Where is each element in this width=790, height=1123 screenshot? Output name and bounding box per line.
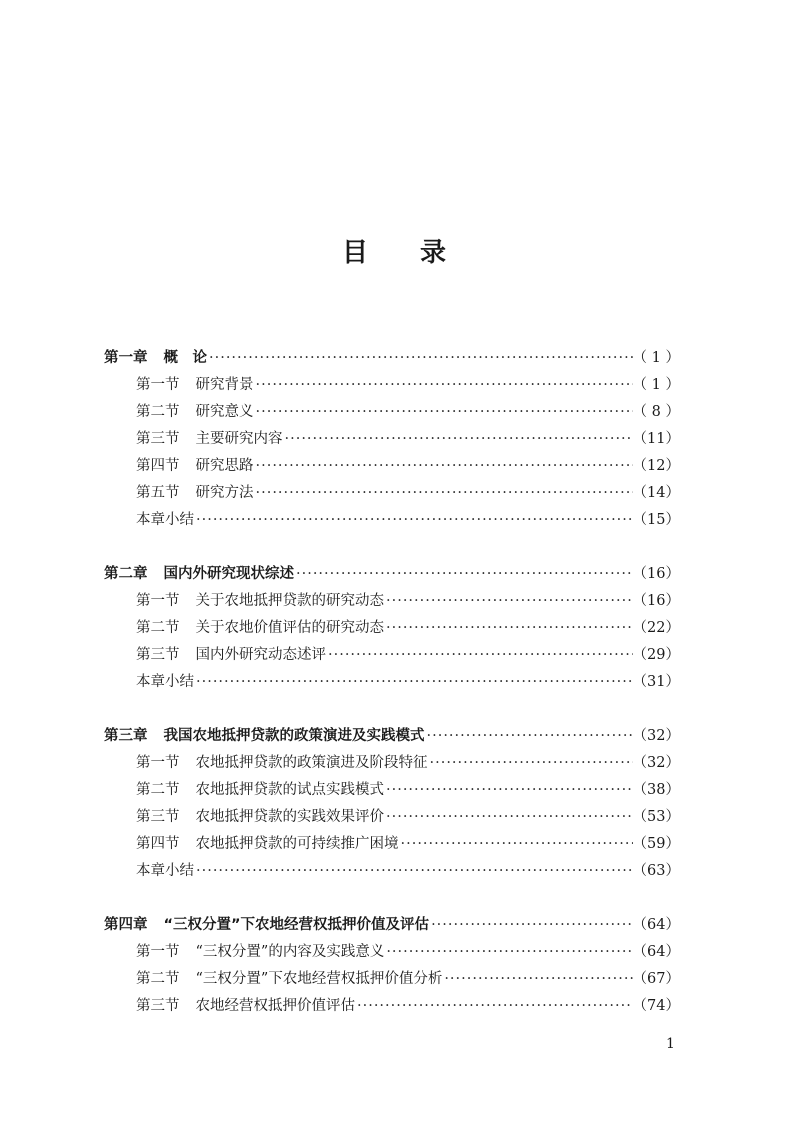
section-title: 农地抵押贷款的政策演进及阶段特征 [195, 755, 428, 771]
toc-entry-label [136, 453, 254, 480]
section-title: 农地抵押贷款的试点实践模式 [195, 782, 384, 798]
toc-section-entry[interactable] [104, 588, 680, 615]
toc-entry-label [136, 966, 442, 993]
toc-entry-label [136, 615, 384, 642]
page-reference: （74） [632, 998, 680, 1014]
table-of-contents [104, 345, 680, 1020]
chapter-title: 概 论 [163, 350, 207, 366]
chapter-title: 我国农地抵押贷款的政策演进及实践模式 [163, 728, 425, 744]
page-reference: （64） [632, 944, 680, 960]
toc-section-entry[interactable] [104, 669, 680, 696]
dot-leader [428, 750, 633, 777]
chapter-number: 第四章 [104, 917, 148, 933]
toc-entry-label [136, 588, 384, 615]
toc-entry-label [136, 804, 384, 831]
chapter-number: 第一章 [104, 350, 148, 366]
toc-entry-label [136, 399, 254, 426]
section-number: 第一节 [136, 593, 180, 609]
section-number: 第三节 [136, 431, 180, 447]
section-number: 第一节 [136, 944, 180, 960]
dot-leader [207, 345, 633, 372]
toc-entry-label [136, 750, 428, 777]
page-reference: （ 8 ） [632, 404, 680, 420]
section-number: 第一节 [136, 377, 180, 393]
chapter-title: “三权分置”下农地经营权抵押价值及评估 [163, 917, 430, 933]
toc-section-entry[interactable] [104, 507, 680, 534]
toc-entry-label [104, 912, 429, 939]
title-char-right: 录 [420, 238, 449, 268]
dot-leader [194, 507, 633, 534]
page-number: 1 [666, 1036, 675, 1052]
toc-entry-label [136, 507, 194, 534]
section-title: 本章小结 [136, 512, 194, 528]
toc-entry-label [136, 372, 254, 399]
toc-entry-label [136, 642, 326, 669]
chapter-number: 第二章 [104, 566, 148, 582]
dot-leader [254, 399, 633, 426]
dot-leader [194, 858, 633, 885]
section-title: 国内外研究动态述评 [195, 647, 326, 663]
toc-section-entry[interactable] [104, 399, 680, 426]
toc-section-entry[interactable] [104, 939, 680, 966]
section-title: 关于农地抵押贷款的研究动态 [195, 593, 384, 609]
section-title: “三权分置”下农地经营权抵押价值分析 [195, 971, 443, 987]
page-reference: （ 1 ） [632, 350, 680, 366]
page-reference: （22） [632, 620, 680, 636]
page-reference: （59） [632, 836, 680, 852]
dot-leader [194, 669, 633, 696]
page-reference: （14） [632, 485, 680, 501]
dot-leader [425, 723, 633, 750]
dot-leader [442, 966, 632, 993]
page-reference: （53） [632, 809, 680, 825]
dot-leader [429, 912, 632, 939]
toc-section-entry[interactable] [104, 993, 680, 1020]
section-number: 第二节 [136, 404, 180, 420]
toc-section-entry[interactable] [104, 804, 680, 831]
dot-leader [399, 831, 633, 858]
toc-entry-label [136, 777, 384, 804]
toc-section-entry[interactable] [104, 372, 680, 399]
toc-entry-label [104, 561, 294, 588]
page-reference: （32） [632, 728, 680, 744]
dot-leader [326, 642, 633, 669]
section-number: 第三节 [136, 809, 180, 825]
chapter-title: 国内外研究现状综述 [163, 566, 294, 582]
section-number: 第一节 [136, 755, 180, 771]
toc-entry-label [136, 426, 283, 453]
toc-entry-label [104, 345, 207, 372]
section-title: 农地抵押贷款的实践效果评价 [195, 809, 384, 825]
toc-section-entry[interactable] [104, 966, 680, 993]
dot-leader [384, 615, 633, 642]
toc-entry-label [136, 993, 355, 1020]
section-number: 第二节 [136, 782, 180, 798]
toc-section-entry[interactable] [104, 480, 680, 507]
page-reference: （29） [632, 647, 680, 663]
section-number: 第四节 [136, 836, 180, 852]
toc-section-entry[interactable] [104, 642, 680, 669]
page-reference: （ 1 ） [632, 377, 680, 393]
toc-entry-label [104, 723, 425, 750]
section-title: 农地抵押贷款的可持续推广困境 [195, 836, 399, 852]
toc-section-entry[interactable] [104, 858, 680, 885]
page-reference: （16） [632, 593, 680, 609]
toc-section-entry[interactable] [104, 615, 680, 642]
dot-leader [384, 804, 633, 831]
toc-section-entry[interactable] [104, 453, 680, 480]
dot-leader [384, 777, 633, 804]
section-title: 本章小结 [136, 863, 194, 879]
dot-leader [254, 453, 633, 480]
toc-chapter-entry[interactable] [104, 723, 680, 750]
section-title: 农地经营权抵押价值评估 [195, 998, 355, 1014]
section-title: 研究方法 [195, 485, 254, 501]
toc-chapter-entry[interactable] [104, 561, 680, 588]
dot-leader [384, 588, 633, 615]
dot-leader [384, 939, 632, 966]
toc-section-entry[interactable] [104, 750, 680, 777]
dot-leader [355, 993, 633, 1020]
section-number: 第四节 [136, 458, 180, 474]
toc-entry-label [136, 858, 194, 885]
page-reference: （11） [632, 431, 680, 447]
page-reference: （38） [632, 782, 680, 798]
section-number: 第三节 [136, 647, 180, 663]
section-title: 研究意义 [195, 404, 254, 420]
dot-leader [254, 480, 633, 507]
section-title: 关于农地价值评估的研究动态 [195, 620, 384, 636]
toc-section-entry[interactable] [104, 777, 680, 804]
chapter-number: 第三章 [104, 728, 148, 744]
section-title: 主要研究内容 [195, 431, 283, 447]
page-reference: （63） [632, 863, 680, 879]
section-number: 第二节 [136, 620, 180, 636]
section-number: 第三节 [136, 998, 180, 1014]
toc-entry-label [136, 669, 194, 696]
page-title [0, 232, 790, 269]
toc-chapter-entry[interactable] [104, 912, 680, 939]
page-reference: （12） [632, 458, 680, 474]
toc-section-entry[interactable] [104, 831, 680, 858]
toc-entry-label [136, 939, 384, 966]
section-title: “三权分置”的内容及实践意义 [195, 944, 385, 960]
page-reference: （67） [632, 971, 680, 987]
dot-leader [254, 372, 633, 399]
page-reference: （15） [632, 512, 680, 528]
page-reference: （32） [632, 755, 680, 771]
page-reference: （31） [632, 674, 680, 690]
section-number: 第二节 [136, 971, 180, 987]
page-reference: （16） [632, 566, 680, 582]
section-title: 本章小结 [136, 674, 194, 690]
dot-leader [283, 426, 633, 453]
toc-entry-label [136, 480, 254, 507]
section-title: 研究背景 [195, 377, 254, 393]
title-char-left: 目 [341, 238, 370, 268]
toc-entry-label [136, 831, 399, 858]
toc-chapter-entry[interactable] [104, 345, 680, 372]
toc-section-entry[interactable] [104, 426, 680, 453]
dot-leader [294, 561, 633, 588]
page-reference: （64） [632, 917, 680, 933]
section-number: 第五节 [136, 485, 180, 501]
section-title: 研究思路 [195, 458, 254, 474]
